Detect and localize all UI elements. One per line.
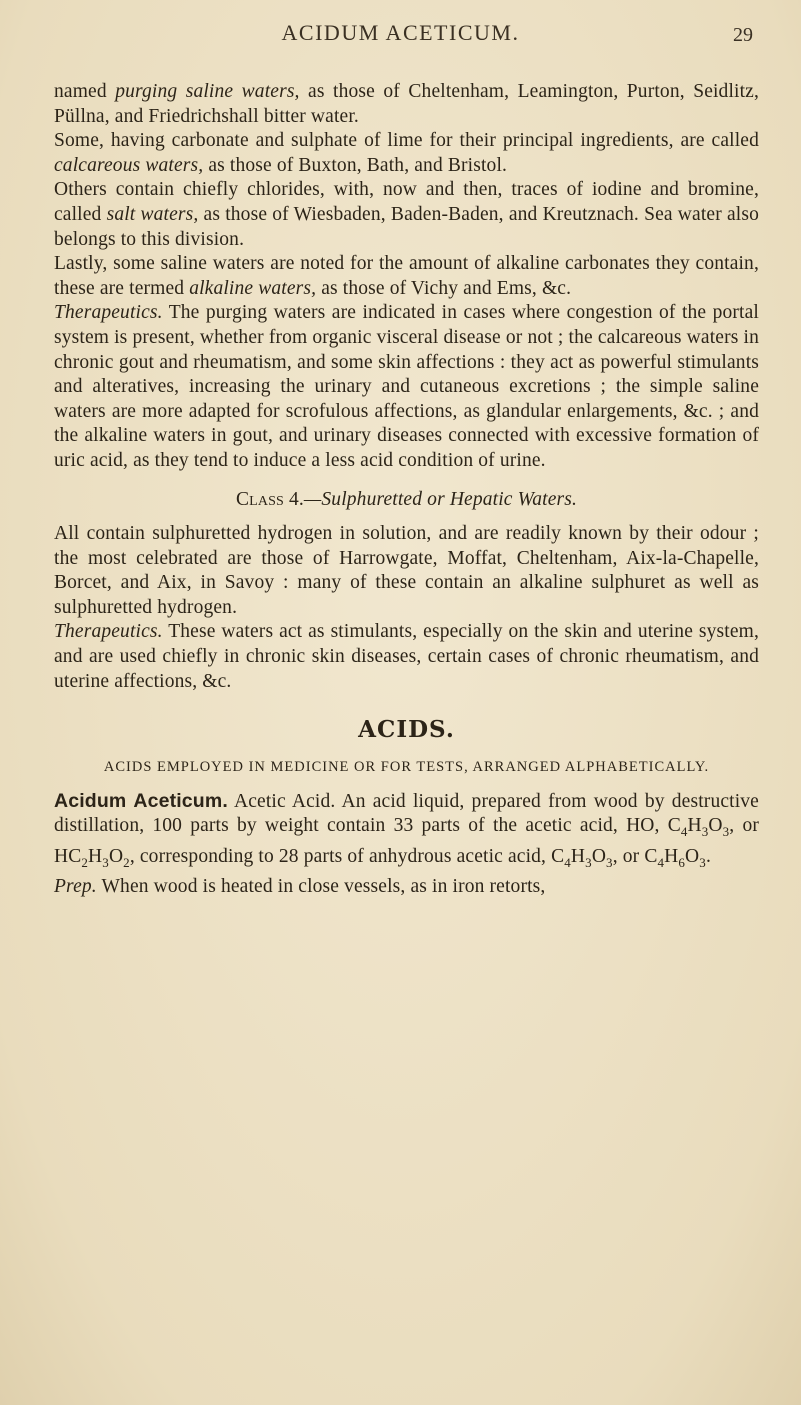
entry-acidum-aceticum xyxy=(54,789,759,876)
formula: $HC_2H_3O_2$ xyxy=(54,845,130,870)
class-label: Class 4. xyxy=(235,488,304,510)
text-run: These waters act as stimulants, especially on the skin and uterine system, and are used chiefly in chronic skin diseases, certain cases of chronic rheumatism, and uterine affections, &c. xyxy=(54,621,759,692)
class-title: —Sulphuretted or Hepatic Waters. xyxy=(303,488,578,510)
text-run: as those of Buxton, Bath, and Bristol. xyxy=(203,154,508,176)
lead-therapeutics: Therapeutics. xyxy=(54,621,163,643)
text-run: Others contain chiefly chlorides, with, now and then, traces of iodine and bromine, called xyxy=(54,179,759,225)
paragraph-alkaline-waters xyxy=(54,252,759,301)
text-run: Lastly, some saline waters are noted for the amount of alkaline carbonates they contain, these are termed xyxy=(54,253,759,299)
formula: $C_4H_3O_3$ xyxy=(667,815,730,840)
text-run: . xyxy=(705,845,711,867)
paragraph-therapeutics-2 xyxy=(54,620,759,694)
text-run: When wood is heated in close vessels, as in iron retorts, xyxy=(96,876,546,898)
term-purging-saline: purging saline waters, xyxy=(115,81,300,102)
term-calcareous: calcareous waters, xyxy=(54,154,204,176)
text-run: The purging waters are indicated in cases where congestion of the portal system is present, whether from organic visceral disease or not ; the calcareous waters in chronic gout and rheumatism, and some skin affections : they act as powerful stimulants and alteratives, increasing the urinary and cutaneous excretions ; the simple saline waters are more adapted for scrofulous affections, as glandular enlargements, &c. ; and the alkaline waters in gout, and urinary diseases connected with excessive formation of uric acid, as they tend to induce a less acid condition of urine. xyxy=(54,302,759,471)
paragraph-purging-waters xyxy=(54,80,759,129)
text-run: as those of Wiesbaden, Baden-Baden, and Kreutznach. Sea water also belongs to this division. xyxy=(54,203,759,250)
term-alkaline: alkaline waters, xyxy=(189,277,317,299)
paragraph-therapeutics-1 xyxy=(54,301,759,473)
text-run: All contain sulphuretted hydrogen in solution, and are readily known by their odour ; the most celebrated are those of Harrowgate, Moffat, Cheltenham, Aix-la-Chapelle, Borcet, and Aix, in Savoy : many of these contain an alkaline sulphuret as well as sulphuretted hydrogen. xyxy=(54,523,759,618)
text-run: as those of Vichy and Ems, &c. xyxy=(316,277,572,299)
page-number: 29 xyxy=(733,24,753,46)
formula: $C_4H_3O_3$ xyxy=(551,845,613,870)
class-4-heading xyxy=(54,488,759,513)
paragraph-sulphuretted xyxy=(54,522,759,620)
text-run: named xyxy=(54,81,116,102)
term-salt-waters: salt waters, xyxy=(106,203,199,225)
text-run: Acetic Acid. An acid liquid, prepared from wood by destructive distillation, 100 parts by weight contain 33 parts of the acetic acid, HO, xyxy=(54,790,759,837)
text-run: as those of Cheltenham, Leamington, Purton, Seidlitz, Püllna, and Friedrichshall bitter water. xyxy=(54,81,759,127)
lead-prep: Prep. xyxy=(54,876,97,898)
lead-therapeutics: Therapeutics. xyxy=(54,302,163,324)
acids-subheading: ACIDS EMPLOYED IN MEDICINE OR FOR TESTS, ARRANGED ALPHABETICALLY. xyxy=(103,758,710,775)
acids-heading: ACIDS. xyxy=(358,716,455,744)
running-head xyxy=(0,20,801,50)
paragraph-calcareous-waters xyxy=(54,129,759,178)
body-text xyxy=(54,80,759,900)
entry-name: Acidum Aceticum. xyxy=(54,789,228,812)
formula: $C_4H_6O_3$ xyxy=(644,845,706,870)
text-run: , or xyxy=(729,815,759,837)
text-run: , corresponding to 28 parts of anhydrous acetic acid, xyxy=(129,845,552,867)
text-run: Some, having carbonate and sulphate of lime for their principal ingredients, are called xyxy=(54,130,759,152)
running-title: ACIDUM ACETICUM. xyxy=(281,20,520,45)
text-run: , or xyxy=(612,845,645,867)
paragraph-prep xyxy=(54,875,759,900)
paragraph-salt-waters xyxy=(54,178,759,252)
